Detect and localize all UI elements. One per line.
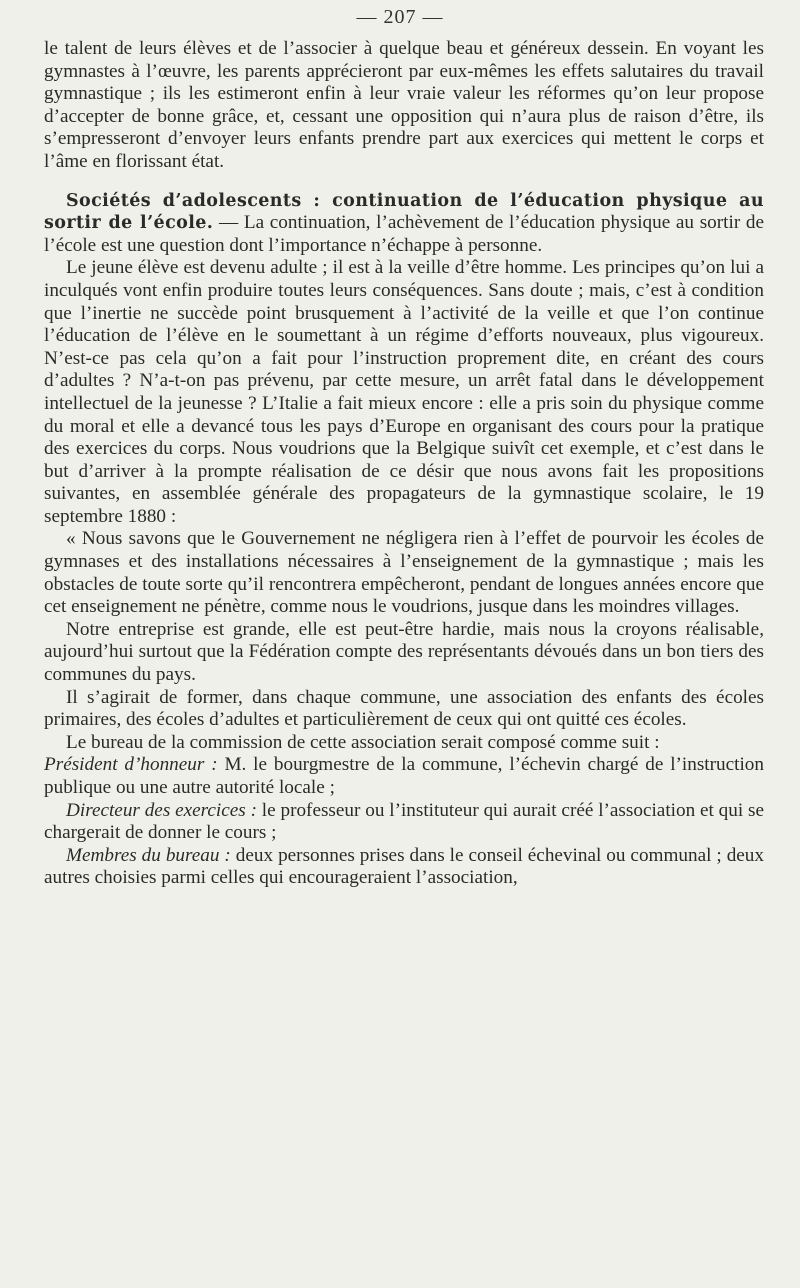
page-number: — 207 — xyxy=(356,6,444,28)
paragraph-1: le talent de leurs élèves et de l’associer à quelque beau et généreux dessein. En voyant les gymnastes à l’œuvre, les parents apprécieront par eux-mêmes les effets salutaires du travail gymnastique ; ils les estimeront enfin à leur vraie valeur les réformes qu’on leur propose d’accepter de bonne grâce, et, cessant une opposition qui n’aura plus de raison d’être, ils s’empresseront d’envoyer leurs enfants prendre part aux exercices qui mettent le corps et l’âme en florissant état. xyxy=(44,38,764,172)
paragraph-president xyxy=(44,754,764,799)
paragraph-3: Le jeune élève est devenu adulte ; il est à la veille d’être homme. Les principes qu’on lui a inculqués vont enfin produire toutes leurs conséquences. Sans doute ; mais, c’est à condition que l’inertie ne succède point brusquement à l’activité de la veille et que l’on continue l’éducation de l’élève en le soumettant à un régime d’efforts nouveaux, plus vigoureux. N’est-ce pas cela qu’on a fait pour l’instruction proprement dite, en créant des cours d’adultes ? N’a-t-on pas prévenu, par cette mesure, un arrêt fatal dans le développement intellectuel de la jeunesse ? L’Italie a fait mieux encore : elle a pris soin du physique comme du moral et elle a devancé tous les pays d’Europe en organisant des cours pour la pratique des exercices du corps. Nous voudrions que la Belgique suivît cet exemple, et c’est dans le but d’arriver à la prompte réalisation de ce désir que nous avons fait les propositions suivantes, en assemblée générale des propagateurs de la gymnastique scolaire, le 19 septembre 1880 : xyxy=(44,257,764,527)
paragraph-7: Le bureau de la commission de cette association serait composé comme suit : xyxy=(66,731,660,753)
president-text: M. le bourgmestre de la commune, l’échevin chargé de l’instruction publique ou une autre autorité locale ; xyxy=(44,754,764,798)
director-label: Directeur des exercices : xyxy=(66,799,257,821)
paragraph-director xyxy=(44,800,764,845)
section-heading: Sociétés d’adolescents : continuation de l’éducation physique au sortir de l’école. xyxy=(44,190,764,234)
members-text: deux personnes prises dans le conseil échevinal ou communal ; deux autres choisies parmi celles qui encourageraient l’association, xyxy=(44,844,764,889)
paragraph-5: Notre entreprise est grande, elle est peut-être hardie, mais nous la croyons réalisable, aujourd’hui surtout que la Fédération compte des représentants dévoués dans un bon tiers des communes du pays. xyxy=(44,618,764,686)
paragraph-4-quote: « Nous savons que le Gouvernement ne négligera rien à l’effet de pourvoir les écoles de gymnases et des installations nécessaires à l’enseignement de la gymnastique ; mais les obstacles de toute sorte qu’il rencontrera empêcheront, pendant de longues années encore que cet enseignement ne pénètre, comme nous le voudrions, jusque dans les moindres villages. xyxy=(44,528,764,618)
president-label: Président d’honneur : xyxy=(44,754,218,776)
members-label: Membres du bureau : xyxy=(66,844,231,866)
body-text xyxy=(44,38,764,890)
director-text: le professeur ou l’instituteur qui aurait créé l’association et qui se chargerait de donner le cours ; xyxy=(44,799,764,844)
section-intro: — La continuation, l’achèvement de l’éducation physique au sortir de l’école est une question dont l’importance n’échappe à personne. xyxy=(44,212,764,256)
paragraph-members xyxy=(44,845,764,890)
paragraph-section-start xyxy=(44,190,764,258)
paragraph-6: Il s’agirait de former, dans chaque commune, une association des enfants des écoles primaires, des écoles d’adultes et particulièrement de ceux qui ont quitté ces écoles. xyxy=(44,686,764,731)
